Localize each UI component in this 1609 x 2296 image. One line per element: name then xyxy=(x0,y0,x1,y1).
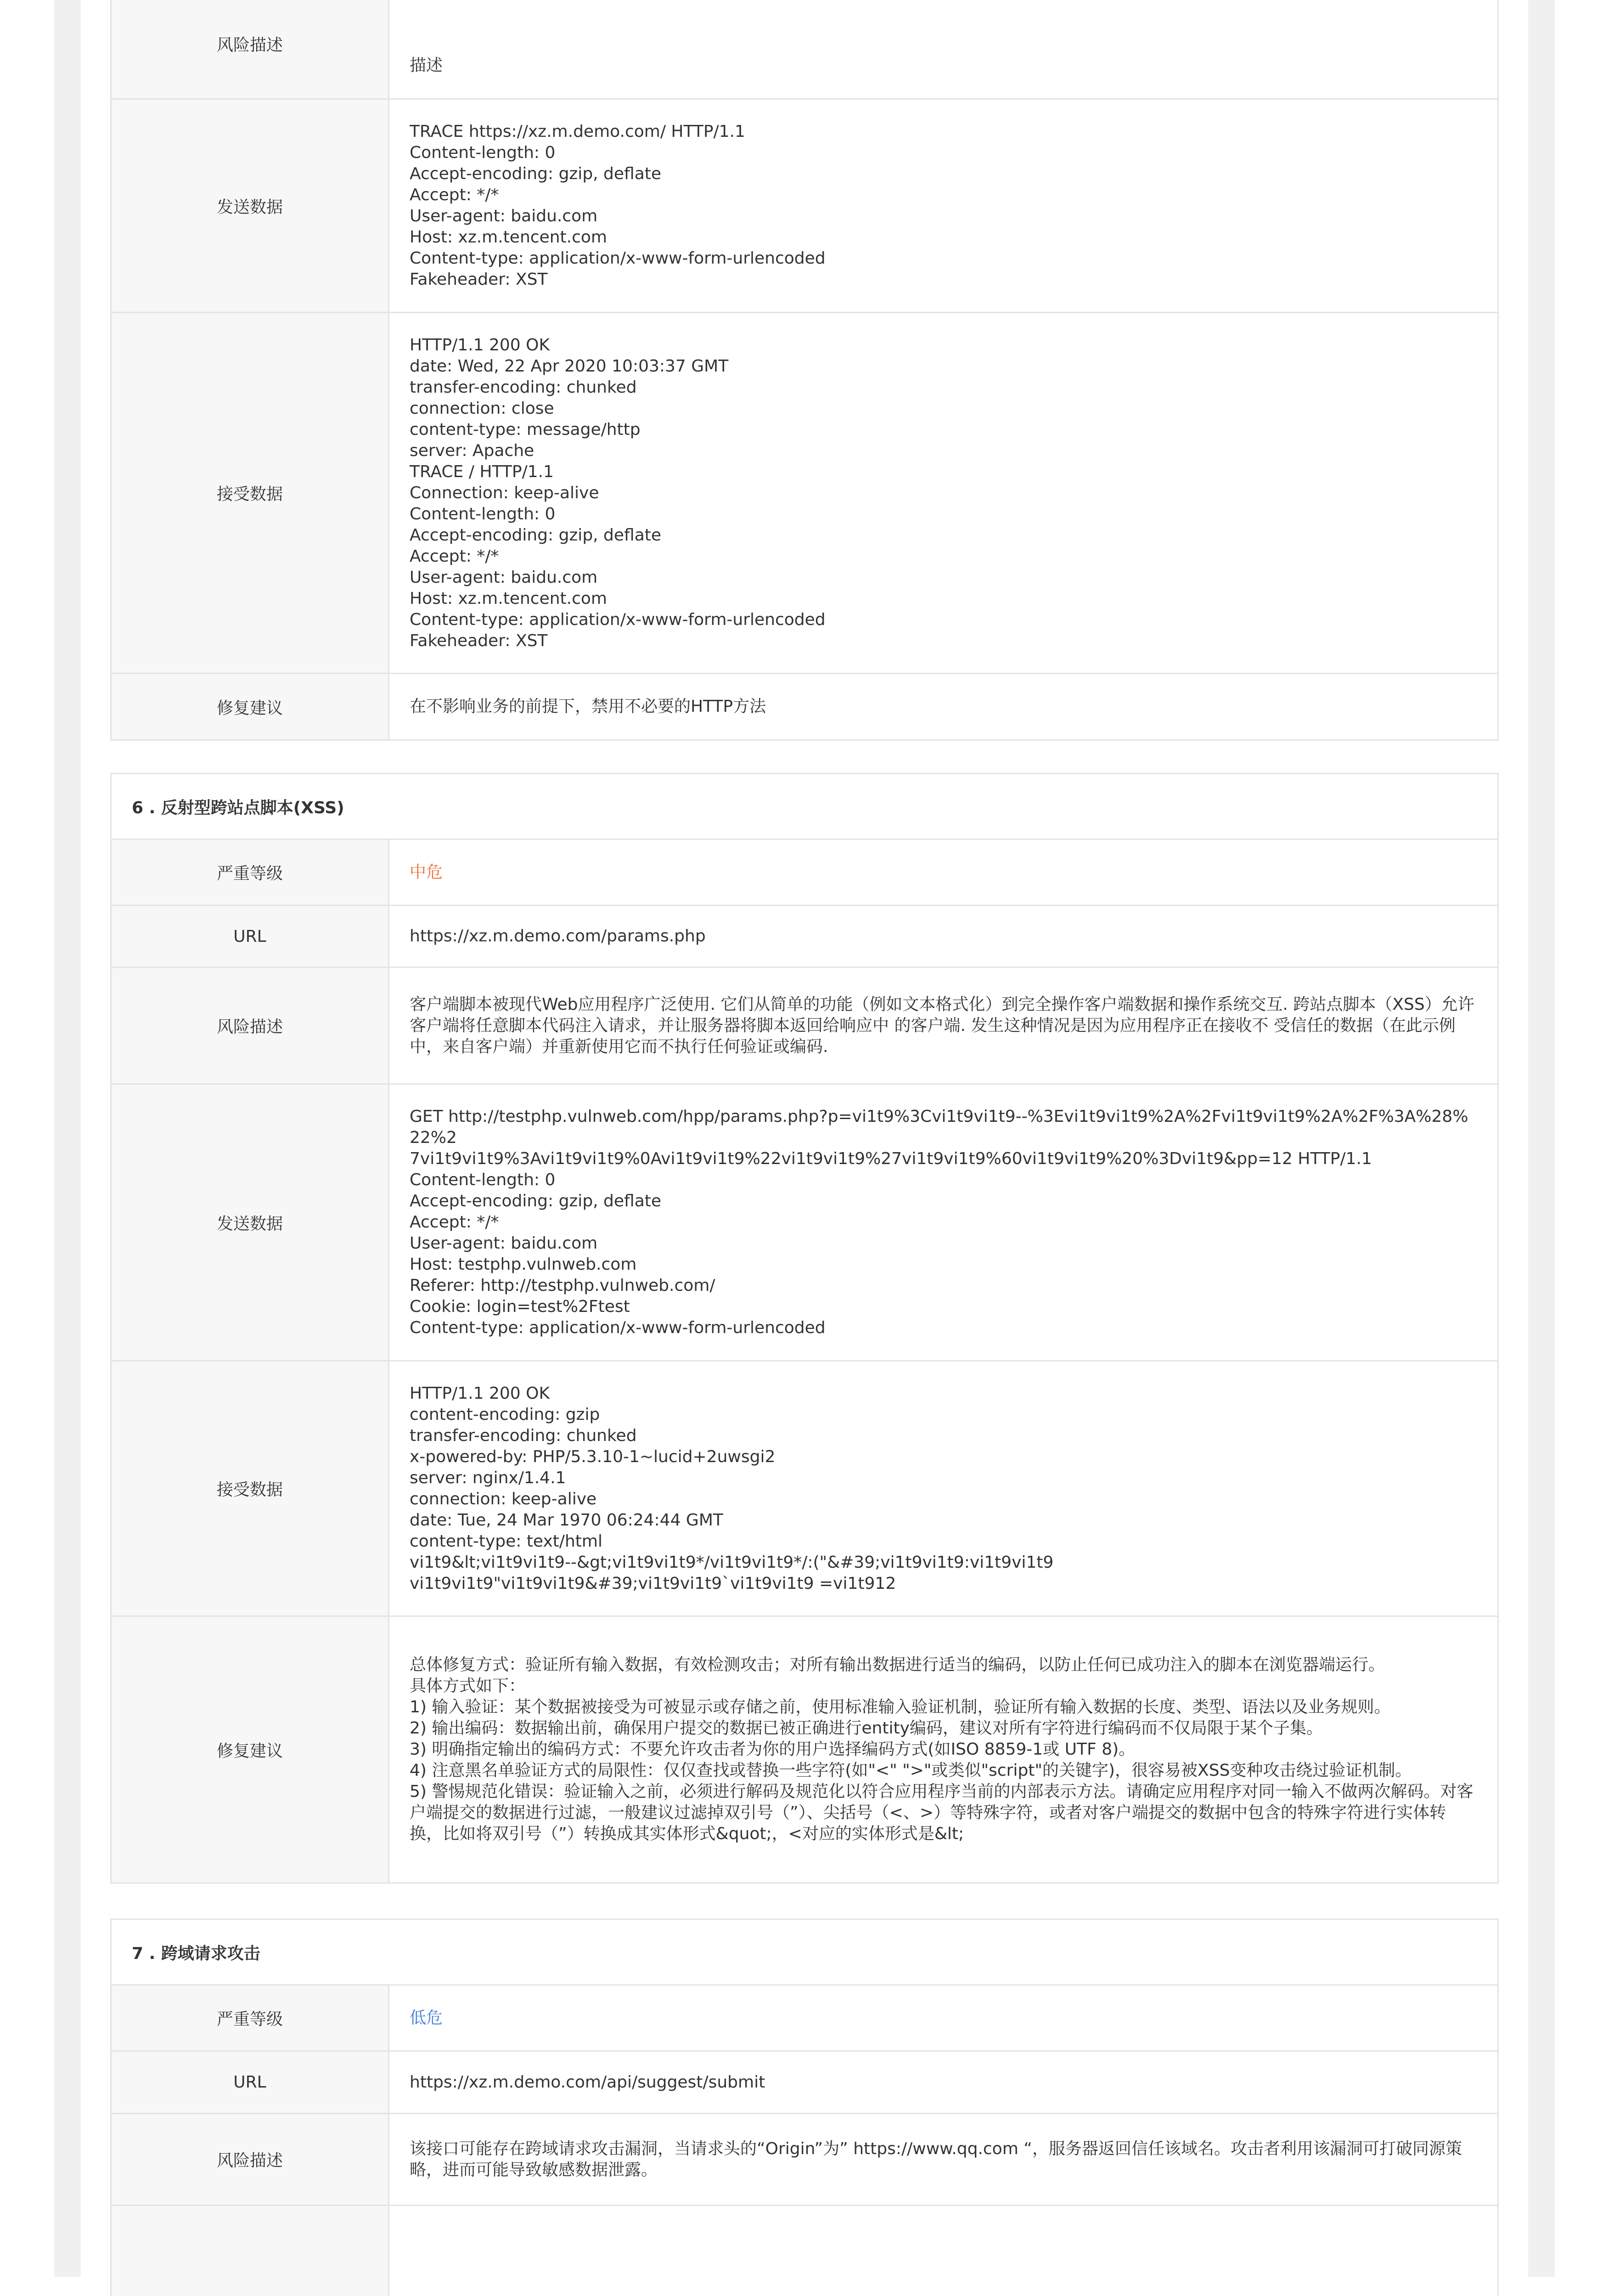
row-label: 严重等级 xyxy=(112,840,389,905)
row-label: 风险描述 xyxy=(112,968,389,1083)
row-receive-data xyxy=(112,312,1497,673)
row-url xyxy=(112,905,1497,967)
severity-badge: 中危 xyxy=(410,862,443,882)
fix-advice: 在不影响业务的前提下，禁用不必要的HTTP方法 xyxy=(410,697,766,716)
row-risk xyxy=(112,967,1497,1083)
row-severity xyxy=(112,838,1497,905)
row-risk xyxy=(112,0,1497,98)
row-continued xyxy=(112,2205,1497,2296)
row-value-empty xyxy=(389,2206,1497,2296)
vuln-block-7 xyxy=(110,1919,1499,2296)
row-label: 发送数据 xyxy=(112,100,389,312)
row-send-data xyxy=(112,1083,1497,1360)
vuln-block-5 xyxy=(110,0,1499,741)
row-label: 严重等级 xyxy=(112,1986,389,2050)
row-risk xyxy=(112,2113,1497,2205)
row-label: 修复建议 xyxy=(112,674,389,739)
row-fix xyxy=(112,1615,1497,1882)
url-value: https://xz.m.demo.com/api/suggest/submit xyxy=(410,2072,765,2092)
row-send-data xyxy=(112,98,1497,312)
row-url xyxy=(112,2050,1497,2113)
response-data: HTTP/1.1 200 OK content-encoding: gzip transfer-encoding: chunked x-powered-by: PHP/5.3.10-1~lucid+2uwsgi2 server: nginx/1.4.1 connection: keep-alive date: Tue, 24 Mar 1970 06:24:44 GMT content-type: text/html vi1t9&lt;vi1t9vi1t9--&gt;vi1t9vi1t9*/vi1t9vi1t9*/:("&#39;vi1t9vi1t9:vi1t9vi1t9 vi1t9vi1t9"vi1t9vi1t9&#39;vi1t9vi1t9`vi1t9vi1t9 =vi1t912 xyxy=(410,1384,1054,1593)
row-receive-data xyxy=(112,1360,1497,1615)
fix-advice: 总体修复方式：验证所有输入数据，有效检测攻击；对所有输出数据进行适当的编码，以防止任何已成功注入的脚本在浏览器端运行。 具体方式如下： 1) 输入验证：某个数据被接受为可被显示或存储之前，使用标准输入验证机制，验证所有输入数据的长度、类型、语法以及业务规则。 2) 输出编码：数据输出前，确保用户提交的数据已被正确进行entity编码，建议对所有字符进行编码而不仅局限于某个子集。 3) 明确指定输出的编码方式：不要允许攻击者为你的用户选择编码方式(如ISO 8859-1或 UTF 8)。 4) 注意黑名单验证方式的局限性：仅仅查找或替换一些字符(如"<" ">"或类似"script"的关键字)，很容易被XSS变种攻击绕过验证机制。 5) 警惕规范化错误：验证输入之前，必须进行解码及规范化以符合应用程序当前的内部表示方法。请确定应用程序对同一输入不做两次解码。对客户端提交的数据进行过滤，一般建议过滤掉双引号（”）、尖括号（<、>）等特殊字符，或者对客户端提交的数据中包含的特殊字符进行实体转换，比如将双引号（”）转换成其实体形式&quot;，<对应的实体形式是&lt; xyxy=(410,1655,1474,1843)
row-severity xyxy=(112,1984,1497,2050)
row-value: 描述 xyxy=(410,56,443,75)
row-label-empty xyxy=(112,2206,389,2296)
response-data: HTTP/1.1 200 OK date: Wed, 22 Apr 2020 10:03:37 GMT transfer-encoding: chunked connection: close content-type: message/http server: Apache TRACE / HTTP/1.1 Connection: keep-alive Content-length: 0 Accept-encoding: gzip, deflate Accept: */* User-agent: baidu.com Host: xz.m.tencent.com Content-type: application/x-www-form-urlencoded Fakeheader: XST xyxy=(410,335,826,650)
risk-description: 该接口可能存在跨域请求攻击漏洞，当请求头的“Origin”为” https://www.qq.com “，服务器返回信任该域名。攻击者利用该漏洞可打破同源策略，进而可能导致敏感数据泄露。 xyxy=(410,2139,1462,2179)
row-label: 风险描述 xyxy=(112,0,389,98)
risk-description: 客户端脚本被现代Web应用程序广泛使用. 它们从简单的功能（例如文本格式化）到完全操作客户端数据和操作系统交互. 跨站点脚本（XSS）允许客户端将任意脚本代码注入请求，并让服务器将脚本返回给响应中 的客户端. 发生这种情况是因为应用程序正在接收不 受信任的数据（在此示例中，来自客户端）并重新使用它而不执行任何验证或编码. xyxy=(410,995,1474,1056)
row-label: URL xyxy=(112,906,389,967)
row-label: URL xyxy=(112,2052,389,2113)
row-label: 接受数据 xyxy=(112,313,389,673)
section-title: 6 . 反射型跨站点脚本(XSS) xyxy=(132,798,344,817)
row-fix xyxy=(112,673,1497,739)
request-data: GET http://testphp.vulnweb.com/hpp/params.php?p=vi1t9%3Cvi1t9vi1t9--%3Evi1t9vi1t9%2A%2Fvi1t9vi1t9%2A%2F%3A%28%22%2 7vi1t9vi1t9%3Avi1t9vi1t9%0Avi1t9vi1t9%22vi1t9vi1t9%27vi1t9vi1t9%60vi1t9vi1t9%20%3Dvi1t9&pp=12 HTTP/1.1 Content-length: 0 Accept-encoding: gzip, deflate Accept: */* User-agent: baidu.com Host: testphp.vulnweb.com Referer: http://testphp.vulnweb.com/ Cookie: login=test%2Ftest Content-type: application/x-www-form-urlencoded xyxy=(410,1107,1468,1337)
row-label: 风险描述 xyxy=(112,2114,389,2205)
row-label: 接受数据 xyxy=(112,1362,389,1615)
row-label: 修复建议 xyxy=(112,1617,389,1882)
vuln-block-6 xyxy=(110,773,1499,1884)
severity-badge: 低危 xyxy=(410,2008,443,2027)
url-value: https://xz.m.demo.com/params.php xyxy=(410,927,706,945)
section-title: 7 . 跨域请求攻击 xyxy=(132,1944,260,1963)
request-data: TRACE https://xz.m.demo.com/ HTTP/1.1 Content-length: 0 Accept-encoding: gzip, deflate Accept: */* User-agent: baidu.com Host: xz.m.tencent.com Content-type: application/x-www-form-urlencoded Fakeheader: XST xyxy=(410,122,826,289)
row-label: 发送数据 xyxy=(112,1085,389,1360)
